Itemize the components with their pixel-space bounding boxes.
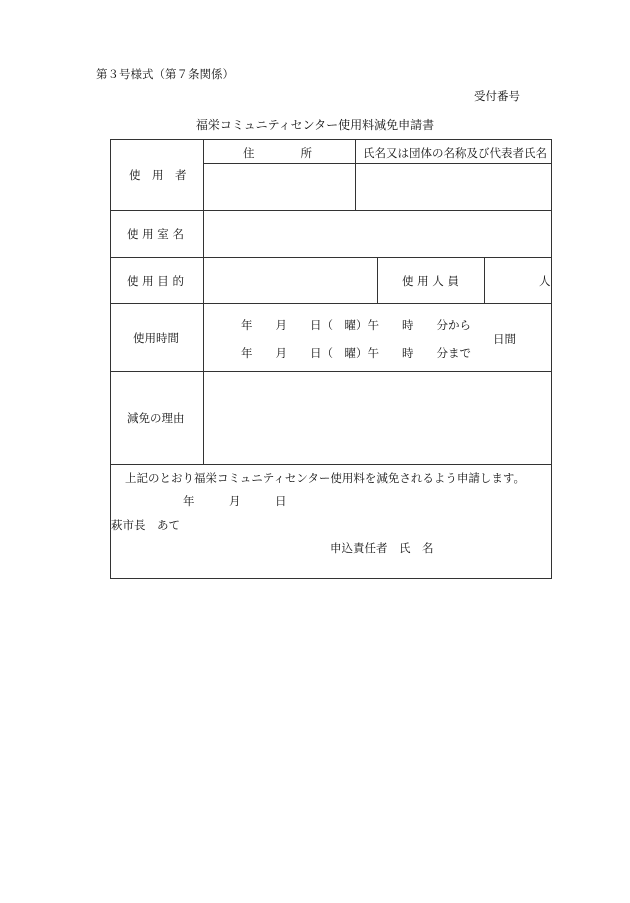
application-form-table bbox=[110, 139, 552, 579]
room-label: 使 用 室 名 bbox=[127, 227, 184, 241]
date-line: 年 月 日 bbox=[183, 494, 287, 508]
row-divider bbox=[111, 257, 552, 258]
address-label: 住 所 bbox=[243, 146, 312, 160]
user-label: 使 用 者 bbox=[129, 168, 187, 182]
form-number: 第３号様式（第７条関係） bbox=[96, 67, 234, 81]
column-divider bbox=[355, 140, 356, 210]
row-divider bbox=[111, 464, 552, 465]
row-divider bbox=[111, 303, 552, 304]
row-divider bbox=[111, 210, 552, 211]
receipt-number-label: 受付番号 bbox=[474, 89, 520, 103]
people-unit: 人 bbox=[539, 274, 551, 288]
row-divider bbox=[111, 371, 552, 372]
column-divider bbox=[484, 257, 485, 303]
name-label: 氏名又は団体の名称及び代表者氏名 bbox=[363, 146, 547, 160]
days-unit: 日間 bbox=[493, 332, 516, 346]
column-divider bbox=[377, 257, 378, 303]
column-divider bbox=[203, 140, 204, 464]
reason-label: 減免の理由 bbox=[127, 411, 185, 425]
time-from: 年 月 日（ 曜）午 時 分から bbox=[241, 318, 471, 332]
addressee: 萩市長 あて bbox=[111, 518, 180, 532]
application-statement: 上記のとおり福栄コミュニティセンター使用料を減免されるよう申請します。 bbox=[125, 471, 525, 485]
form-title: 福栄コミュニティセンター使用料減免申請書 bbox=[195, 118, 435, 132]
people-label: 使 用 人 員 bbox=[402, 274, 459, 288]
purpose-label: 使 用 目 的 bbox=[127, 274, 184, 288]
time-label: 使用時間 bbox=[133, 331, 179, 345]
applicant-name-label: 申込責任者 氏 名 bbox=[330, 541, 434, 555]
time-to: 年 月 日（ 曜）午 時 分まで bbox=[241, 346, 471, 360]
row-divider bbox=[203, 163, 552, 164]
